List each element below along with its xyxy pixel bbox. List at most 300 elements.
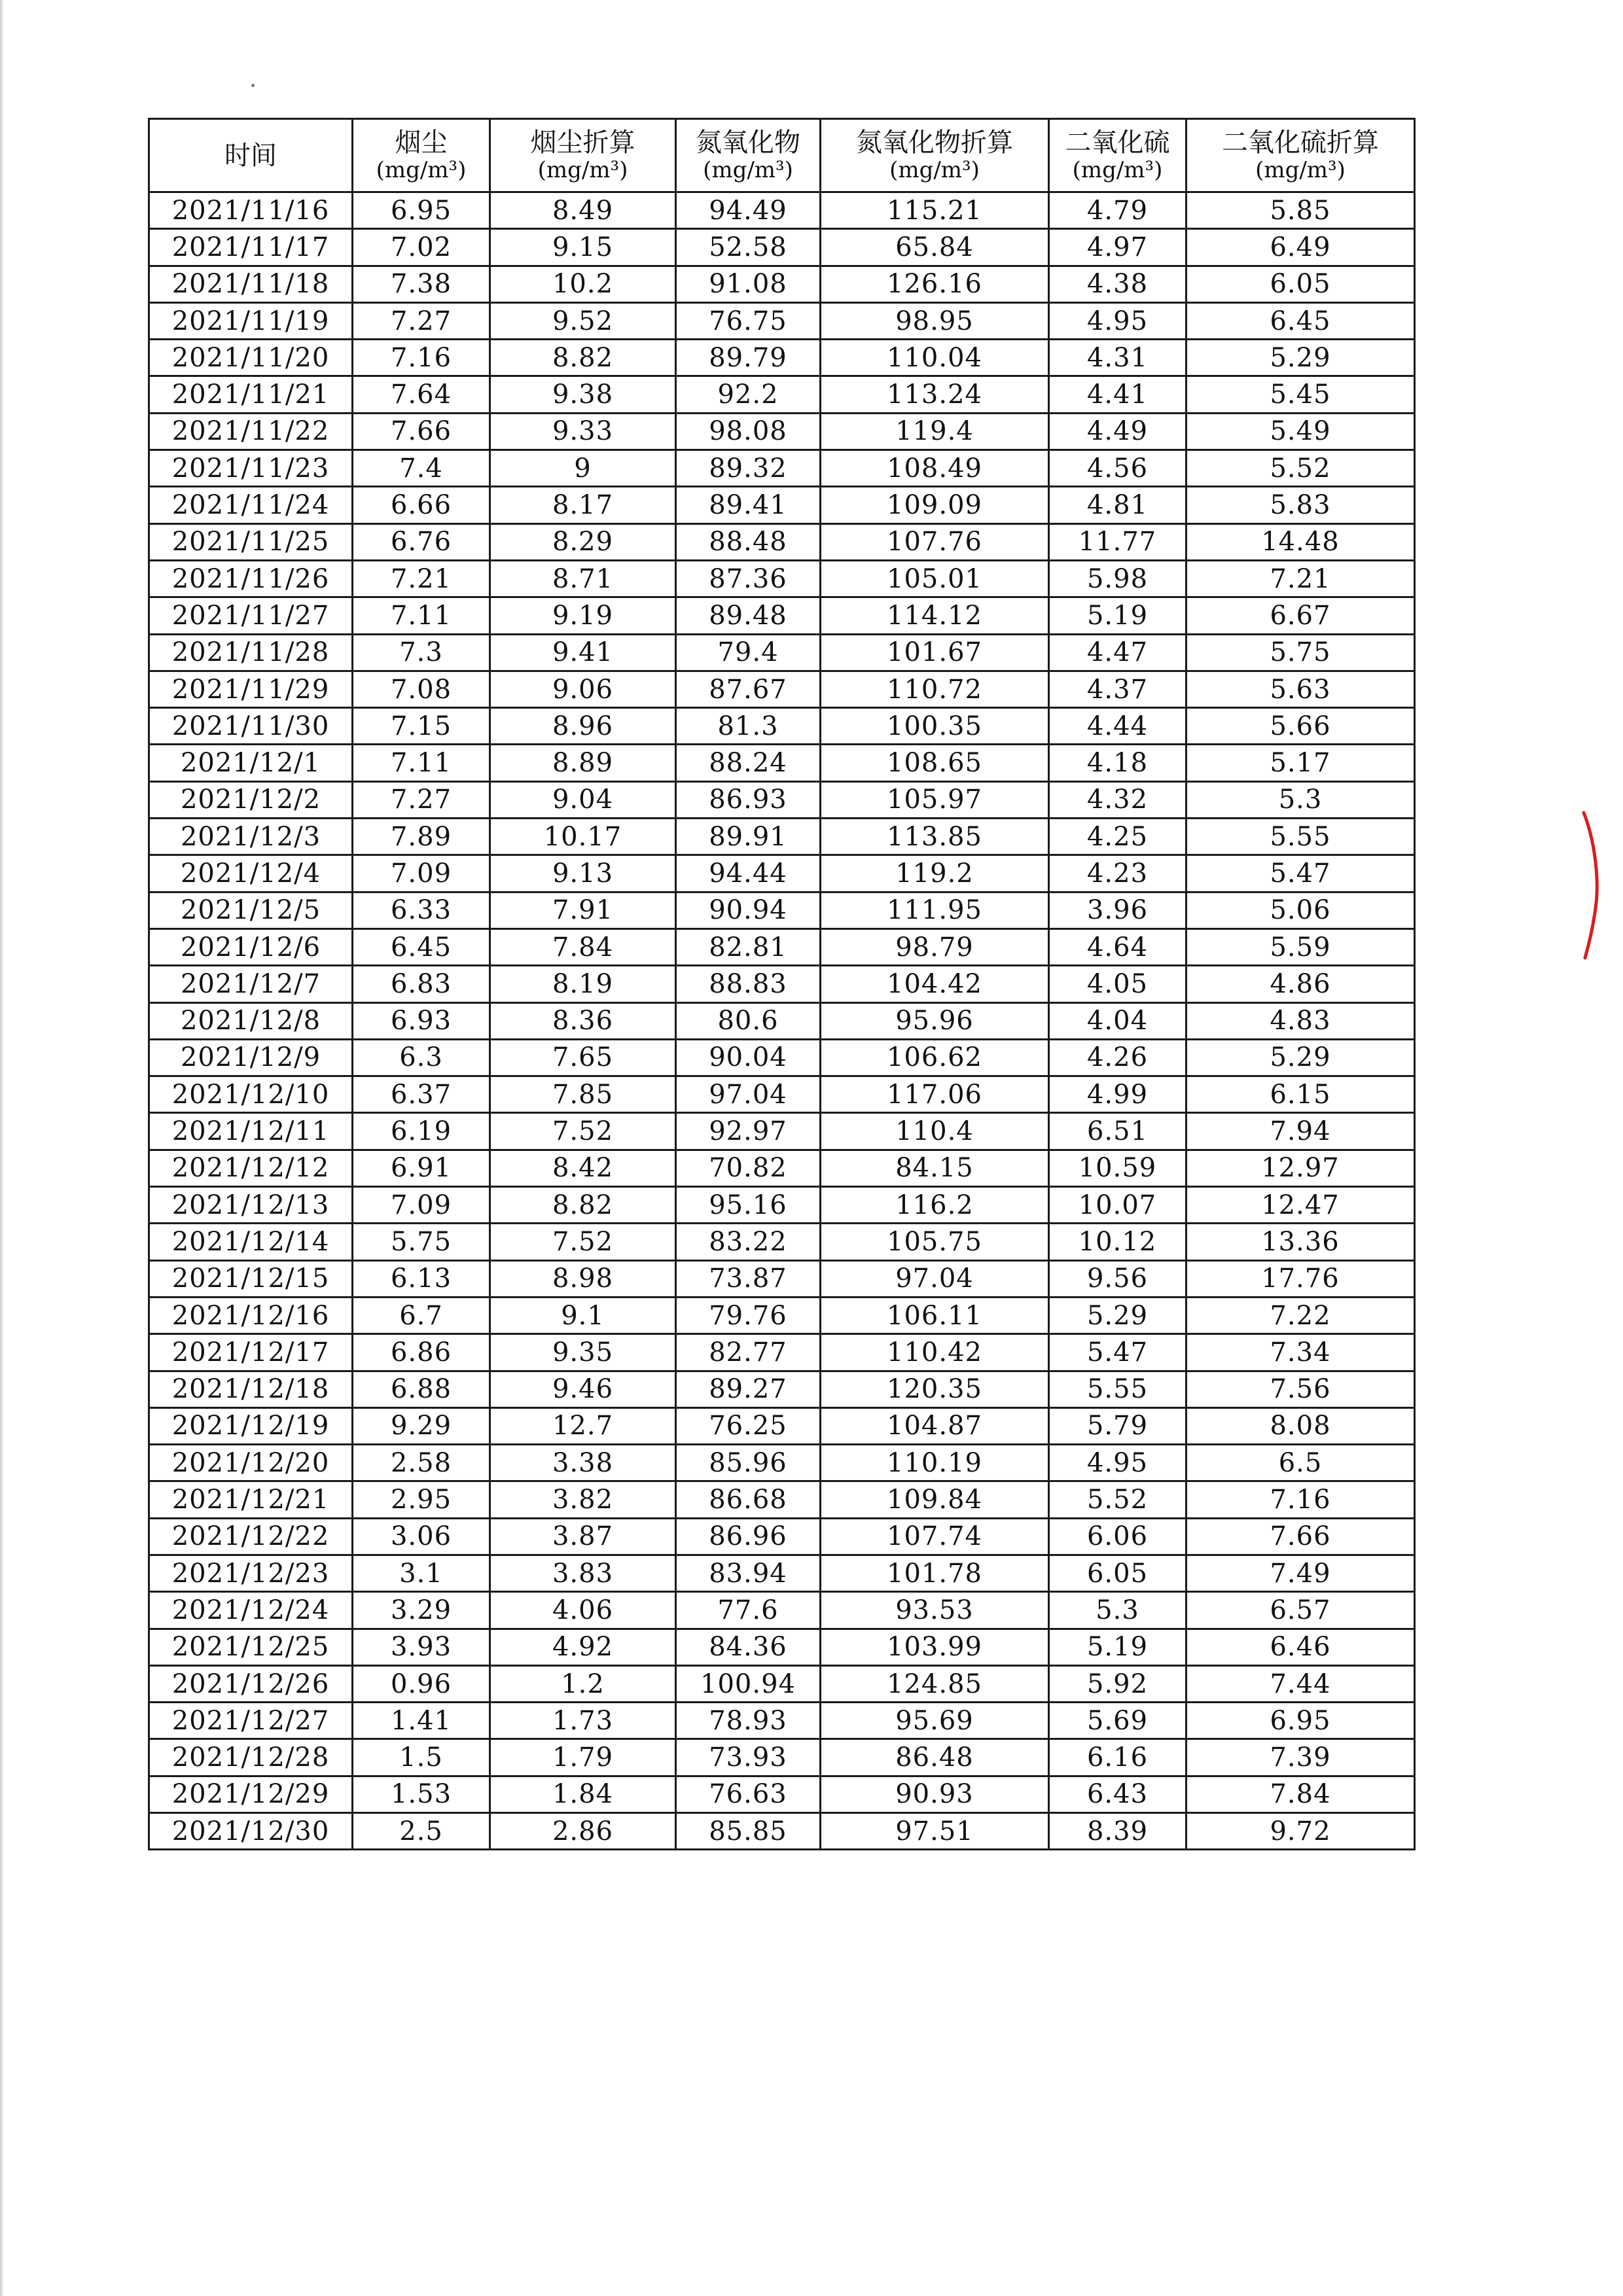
value-cell: 7.22 <box>1186 1297 1415 1333</box>
value-cell: 4.25 <box>1049 819 1186 855</box>
value-cell: 89.91 <box>676 819 821 855</box>
value-cell: 1.2 <box>490 1665 676 1702</box>
value-cell: 105.97 <box>821 781 1049 818</box>
value-cell: 4.23 <box>1049 855 1186 892</box>
value-cell: 7.66 <box>353 413 490 450</box>
value-cell: 7.38 <box>353 266 490 302</box>
column-header-title: 烟尘 <box>395 127 448 158</box>
value-cell: 79.76 <box>676 1297 821 1333</box>
value-cell: 82.81 <box>676 928 821 965</box>
value-cell: 8.36 <box>490 1002 676 1039</box>
value-cell: 104.42 <box>821 966 1049 1002</box>
value-cell: 110.04 <box>821 340 1049 376</box>
value-cell: 98.95 <box>821 302 1049 339</box>
value-cell: 7.85 <box>490 1076 676 1113</box>
value-cell: 1.79 <box>490 1739 676 1776</box>
value-cell: 4.05 <box>1049 966 1186 1002</box>
date-cell: 2021/12/8 <box>149 1002 353 1039</box>
value-cell: 8.71 <box>490 560 676 597</box>
value-cell: 109.84 <box>821 1481 1049 1518</box>
value-cell: 6.37 <box>353 1076 490 1113</box>
value-cell: 113.24 <box>821 376 1049 413</box>
date-cell: 2021/12/30 <box>149 1813 353 1850</box>
value-cell: 0.96 <box>353 1665 490 1702</box>
date-cell: 2021/12/25 <box>149 1629 353 1665</box>
value-cell: 70.82 <box>676 1150 821 1186</box>
value-cell: 90.94 <box>676 892 821 928</box>
value-cell: 82.77 <box>676 1334 821 1371</box>
value-cell: 6.45 <box>1186 302 1415 339</box>
value-cell: 9.56 <box>1049 1260 1186 1297</box>
value-cell: 2.5 <box>353 1813 490 1850</box>
value-cell: 76.63 <box>676 1776 821 1812</box>
date-cell: 2021/11/30 <box>149 708 353 745</box>
value-cell: 6.95 <box>1186 1703 1415 1739</box>
value-cell: 107.74 <box>821 1518 1049 1555</box>
value-cell: 5.75 <box>1186 634 1415 671</box>
table-row <box>149 1224 1415 1260</box>
date-cell: 2021/11/21 <box>149 376 353 413</box>
value-cell: 52.58 <box>676 229 821 266</box>
value-cell: 110.72 <box>821 671 1049 707</box>
value-cell: 6.05 <box>1186 266 1415 302</box>
value-cell: 4.81 <box>1049 487 1186 523</box>
table-row <box>149 966 1415 1002</box>
date-cell: 2021/12/15 <box>149 1260 353 1297</box>
value-cell: 7.39 <box>1186 1739 1415 1776</box>
value-cell: 4.06 <box>490 1592 676 1629</box>
column-header-unit: (mg/m³) <box>537 156 628 183</box>
table-row <box>149 413 1415 450</box>
value-cell: 7.52 <box>490 1113 676 1150</box>
date-cell: 2021/11/17 <box>149 229 353 266</box>
value-cell: 2.95 <box>353 1481 490 1518</box>
column-header-2 <box>490 119 676 192</box>
date-cell: 2021/12/27 <box>149 1703 353 1739</box>
value-cell: 9.29 <box>353 1407 490 1444</box>
value-cell: 5.3 <box>1186 781 1415 818</box>
header-row <box>149 119 1415 192</box>
table-row <box>149 1445 1415 1481</box>
table-row <box>149 781 1415 818</box>
value-cell: 7.21 <box>1186 560 1415 597</box>
value-cell: 9.72 <box>1186 1813 1415 1850</box>
value-cell: 65.84 <box>821 229 1049 266</box>
table-row <box>149 1407 1415 1444</box>
value-cell: 73.93 <box>676 1739 821 1776</box>
column-header-4 <box>821 119 1049 192</box>
value-cell: 104.87 <box>821 1407 1049 1444</box>
value-cell: 9.46 <box>490 1371 676 1407</box>
value-cell: 7.34 <box>1186 1334 1415 1371</box>
value-cell: 100.35 <box>821 708 1049 745</box>
value-cell: 1.41 <box>353 1703 490 1739</box>
value-cell: 5.06 <box>1186 892 1415 928</box>
value-cell: 3.82 <box>490 1481 676 1518</box>
value-cell: 97.51 <box>821 1813 1049 1850</box>
table-row <box>149 892 1415 928</box>
value-cell: 120.35 <box>821 1371 1049 1407</box>
value-cell: 5.85 <box>1186 192 1415 229</box>
column-header-unit: (mg/m³) <box>1255 156 1346 183</box>
value-cell: 5.17 <box>1186 745 1415 781</box>
value-cell: 4.79 <box>1049 192 1186 229</box>
table-row <box>149 1665 1415 1702</box>
value-cell: 4.18 <box>1049 745 1186 781</box>
value-cell: 84.15 <box>821 1150 1049 1186</box>
value-cell: 108.49 <box>821 450 1049 487</box>
date-cell: 2021/12/20 <box>149 1445 353 1481</box>
table-row <box>149 597 1415 634</box>
value-cell: 95.16 <box>676 1187 821 1224</box>
value-cell: 12.97 <box>1186 1150 1415 1186</box>
value-cell: 5.3 <box>1049 1592 1186 1629</box>
date-cell: 2021/11/28 <box>149 634 353 671</box>
value-cell: 2.86 <box>490 1813 676 1850</box>
date-cell: 2021/12/16 <box>149 1297 353 1333</box>
value-cell: 5.69 <box>1049 1703 1186 1739</box>
value-cell: 7.08 <box>353 671 490 707</box>
table-row <box>149 1481 1415 1518</box>
value-cell: 7.15 <box>353 708 490 745</box>
value-cell: 9.19 <box>490 597 676 634</box>
value-cell: 5.79 <box>1049 1407 1186 1444</box>
value-cell: 105.75 <box>821 1224 1049 1260</box>
table-row <box>149 819 1415 855</box>
value-cell: 6.33 <box>353 892 490 928</box>
value-cell: 95.69 <box>821 1703 1049 1739</box>
value-cell: 106.11 <box>821 1297 1049 1333</box>
value-cell: 8.19 <box>490 966 676 1002</box>
value-cell: 6.76 <box>353 523 490 560</box>
value-cell: 3.87 <box>490 1518 676 1555</box>
value-cell: 8.29 <box>490 523 676 560</box>
value-cell: 3.93 <box>353 1629 490 1665</box>
column-header-1 <box>353 119 490 192</box>
value-cell: 6.5 <box>1186 1445 1415 1481</box>
table-row <box>149 1002 1415 1039</box>
value-cell: 84.36 <box>676 1629 821 1665</box>
value-cell: 5.49 <box>1186 413 1415 450</box>
column-header-6 <box>1186 119 1415 192</box>
value-cell: 5.75 <box>353 1224 490 1260</box>
value-cell: 7.91 <box>490 892 676 928</box>
value-cell: 126.16 <box>821 266 1049 302</box>
column-header-unit: (mg/m³) <box>889 156 980 183</box>
value-cell: 1.53 <box>353 1776 490 1812</box>
value-cell: 1.84 <box>490 1776 676 1812</box>
date-cell: 2021/12/7 <box>149 966 353 1002</box>
value-cell: 5.55 <box>1186 819 1415 855</box>
date-cell: 2021/12/17 <box>149 1334 353 1371</box>
value-cell: 119.4 <box>821 413 1049 450</box>
value-cell: 8.82 <box>490 1187 676 1224</box>
value-cell: 111.95 <box>821 892 1049 928</box>
value-cell: 4.92 <box>490 1629 676 1665</box>
column-header-0 <box>149 119 353 192</box>
value-cell: 89.32 <box>676 450 821 487</box>
value-cell: 78.93 <box>676 1703 821 1739</box>
value-cell: 124.85 <box>821 1665 1049 1702</box>
date-cell: 2021/12/29 <box>149 1776 353 1812</box>
value-cell: 7.09 <box>353 1187 490 1224</box>
value-cell: 6.88 <box>353 1371 490 1407</box>
table-row <box>149 302 1415 339</box>
date-cell: 2021/12/19 <box>149 1407 353 1444</box>
table-row <box>149 1150 1415 1186</box>
value-cell: 87.36 <box>676 560 821 597</box>
date-cell: 2021/11/26 <box>149 560 353 597</box>
value-cell: 6.19 <box>353 1113 490 1150</box>
value-cell: 12.47 <box>1186 1187 1415 1224</box>
value-cell: 14.48 <box>1186 523 1415 560</box>
value-cell: 10.17 <box>490 819 676 855</box>
value-cell: 6.95 <box>353 192 490 229</box>
value-cell: 94.44 <box>676 855 821 892</box>
value-cell: 7.56 <box>1186 1371 1415 1407</box>
value-cell: 116.2 <box>821 1187 1049 1224</box>
table-row <box>149 1776 1415 1812</box>
value-cell: 7.64 <box>353 376 490 413</box>
value-cell: 7.09 <box>353 855 490 892</box>
value-cell: 10.2 <box>490 266 676 302</box>
value-cell: 103.99 <box>821 1629 1049 1665</box>
table-row <box>149 229 1415 266</box>
value-cell: 5.59 <box>1186 928 1415 965</box>
table-row <box>149 634 1415 671</box>
table-row <box>149 340 1415 376</box>
table-row <box>149 1739 1415 1776</box>
value-cell: 6.91 <box>353 1150 490 1186</box>
table-row <box>149 855 1415 892</box>
value-cell: 11.77 <box>1049 523 1186 560</box>
value-cell: 3.1 <box>353 1555 490 1591</box>
value-cell: 86.93 <box>676 781 821 818</box>
value-cell: 9.33 <box>490 413 676 450</box>
value-cell: 91.08 <box>676 266 821 302</box>
value-cell: 6.51 <box>1049 1113 1186 1150</box>
table-row <box>149 745 1415 781</box>
value-cell: 5.63 <box>1186 671 1415 707</box>
value-cell: 6.46 <box>1186 1629 1415 1665</box>
date-cell: 2021/11/24 <box>149 487 353 523</box>
date-cell: 2021/11/27 <box>149 597 353 634</box>
value-cell: 9.06 <box>490 671 676 707</box>
value-cell: 106.62 <box>821 1039 1049 1076</box>
date-cell: 2021/12/1 <box>149 745 353 781</box>
value-cell: 7.4 <box>353 450 490 487</box>
table-row <box>149 1039 1415 1076</box>
value-cell: 4.31 <box>1049 340 1186 376</box>
date-cell: 2021/12/22 <box>149 1518 353 1555</box>
value-cell: 109.09 <box>821 487 1049 523</box>
date-cell: 2021/12/28 <box>149 1739 353 1776</box>
date-cell: 2021/12/3 <box>149 819 353 855</box>
value-cell: 94.49 <box>676 192 821 229</box>
value-cell: 7.27 <box>353 302 490 339</box>
table-row <box>149 928 1415 965</box>
value-cell: 119.2 <box>821 855 1049 892</box>
value-cell: 6.13 <box>353 1260 490 1297</box>
value-cell: 4.04 <box>1049 1002 1186 1039</box>
value-cell: 4.95 <box>1049 302 1186 339</box>
date-cell: 2021/12/23 <box>149 1555 353 1591</box>
value-cell: 4.97 <box>1049 229 1186 266</box>
value-cell: 10.59 <box>1049 1150 1186 1186</box>
value-cell: 4.56 <box>1049 450 1186 487</box>
value-cell: 107.76 <box>821 523 1049 560</box>
value-cell: 83.22 <box>676 1224 821 1260</box>
value-cell: 7.65 <box>490 1039 676 1076</box>
value-cell: 88.48 <box>676 523 821 560</box>
value-cell: 3.06 <box>353 1518 490 1555</box>
value-cell: 4.44 <box>1049 708 1186 745</box>
column-header-title: 氮氧化物折算 <box>856 127 1013 158</box>
value-cell: 7.84 <box>490 928 676 965</box>
value-cell: 6.67 <box>1186 597 1415 634</box>
value-cell: 6.57 <box>1186 1592 1415 1629</box>
value-cell: 110.4 <box>821 1113 1049 1150</box>
value-cell: 110.19 <box>821 1445 1049 1481</box>
value-cell: 6.93 <box>353 1002 490 1039</box>
date-cell: 2021/11/22 <box>149 413 353 450</box>
value-cell: 92.97 <box>676 1113 821 1150</box>
table-header <box>149 119 1415 192</box>
value-cell: 95.96 <box>821 1002 1049 1039</box>
table-row <box>149 192 1415 229</box>
value-cell: 6.45 <box>353 928 490 965</box>
value-cell: 5.47 <box>1186 855 1415 892</box>
value-cell: 7.3 <box>353 634 490 671</box>
date-cell: 2021/12/6 <box>149 928 353 965</box>
value-cell: 98.08 <box>676 413 821 450</box>
value-cell: 115.21 <box>821 192 1049 229</box>
value-cell: 85.96 <box>676 1445 821 1481</box>
table-row <box>149 1629 1415 1665</box>
date-cell: 2021/11/23 <box>149 450 353 487</box>
value-cell: 5.83 <box>1186 487 1415 523</box>
date-cell: 2021/12/11 <box>149 1113 353 1150</box>
value-cell: 6.05 <box>1049 1555 1186 1591</box>
date-cell: 2021/12/18 <box>149 1371 353 1407</box>
date-cell: 2021/11/19 <box>149 302 353 339</box>
value-cell: 4.95 <box>1049 1445 1186 1481</box>
value-cell: 4.64 <box>1049 928 1186 965</box>
value-cell: 5.66 <box>1186 708 1415 745</box>
value-cell: 5.19 <box>1049 1629 1186 1665</box>
table-row <box>149 1518 1415 1555</box>
value-cell: 9.04 <box>490 781 676 818</box>
table-row <box>149 1260 1415 1297</box>
column-header-unit: (mg/m³) <box>376 156 467 183</box>
value-cell: 4.26 <box>1049 1039 1186 1076</box>
value-cell: 90.04 <box>676 1039 821 1076</box>
table-row <box>149 1334 1415 1371</box>
value-cell: 8.89 <box>490 745 676 781</box>
value-cell: 9.13 <box>490 855 676 892</box>
value-cell: 10.07 <box>1049 1187 1186 1224</box>
table-row <box>149 266 1415 302</box>
value-cell: 7.21 <box>353 560 490 597</box>
date-cell: 2021/12/10 <box>149 1076 353 1113</box>
value-cell: 1.73 <box>490 1703 676 1739</box>
date-cell: 2021/11/16 <box>149 192 353 229</box>
column-header-unit: (mg/m³) <box>703 156 793 183</box>
column-header-3 <box>676 119 821 192</box>
value-cell: 3.96 <box>1049 892 1186 928</box>
value-cell: 6.16 <box>1049 1739 1186 1776</box>
value-cell: 4.86 <box>1186 966 1415 1002</box>
date-cell: 2021/12/4 <box>149 855 353 892</box>
value-cell: 7.27 <box>353 781 490 818</box>
value-cell: 5.45 <box>1186 376 1415 413</box>
value-cell: 7.02 <box>353 229 490 266</box>
table-row <box>149 1592 1415 1629</box>
value-cell: 9.15 <box>490 229 676 266</box>
date-cell: 2021/12/12 <box>149 1150 353 1186</box>
value-cell: 117.06 <box>821 1076 1049 1113</box>
value-cell: 5.55 <box>1049 1371 1186 1407</box>
value-cell: 110.42 <box>821 1334 1049 1371</box>
table-row <box>149 1113 1415 1150</box>
value-cell: 6.83 <box>353 966 490 1002</box>
value-cell: 81.3 <box>676 708 821 745</box>
value-cell: 8.17 <box>490 487 676 523</box>
value-cell: 8.82 <box>490 340 676 376</box>
value-cell: 76.25 <box>676 1407 821 1444</box>
value-cell: 83.94 <box>676 1555 821 1591</box>
value-cell: 89.41 <box>676 487 821 523</box>
value-cell: 6.7 <box>353 1297 490 1333</box>
column-header-title: 氮氧化物 <box>696 127 800 158</box>
value-cell: 3.38 <box>490 1445 676 1481</box>
value-cell: 8.08 <box>1186 1407 1415 1444</box>
value-cell: 5.98 <box>1049 560 1186 597</box>
value-cell: 8.98 <box>490 1260 676 1297</box>
value-cell: 3.29 <box>353 1592 490 1629</box>
value-cell: 6.15 <box>1186 1076 1415 1113</box>
value-cell: 73.87 <box>676 1260 821 1297</box>
scan-edge-shadow <box>0 0 4 2296</box>
value-cell: 114.12 <box>821 597 1049 634</box>
value-cell: 4.32 <box>1049 781 1186 818</box>
emissions-table <box>148 118 1416 1850</box>
value-cell: 8.42 <box>490 1150 676 1186</box>
value-cell: 9.1 <box>490 1297 676 1333</box>
value-cell: 8.96 <box>490 708 676 745</box>
value-cell: 7.52 <box>490 1224 676 1260</box>
value-cell: 100.94 <box>676 1665 821 1702</box>
column-header-title: 烟尘折算 <box>530 127 635 158</box>
table-row <box>149 376 1415 413</box>
table-row <box>149 708 1415 745</box>
date-cell: 2021/12/24 <box>149 1592 353 1629</box>
value-cell: 9.35 <box>490 1334 676 1371</box>
value-cell: 12.7 <box>490 1407 676 1444</box>
value-cell: 89.79 <box>676 340 821 376</box>
value-cell: 7.49 <box>1186 1555 1415 1591</box>
value-cell: 13.36 <box>1186 1224 1415 1260</box>
value-cell: 4.99 <box>1049 1076 1186 1113</box>
table-row <box>149 671 1415 707</box>
date-cell: 2021/12/14 <box>149 1224 353 1260</box>
column-header-title: 二氧化硫折算 <box>1222 127 1379 158</box>
value-cell: 97.04 <box>676 1076 821 1113</box>
value-cell: 3.83 <box>490 1555 676 1591</box>
date-cell: 2021/11/29 <box>149 671 353 707</box>
value-cell: 9.52 <box>490 302 676 339</box>
value-cell: 17.76 <box>1186 1260 1415 1297</box>
